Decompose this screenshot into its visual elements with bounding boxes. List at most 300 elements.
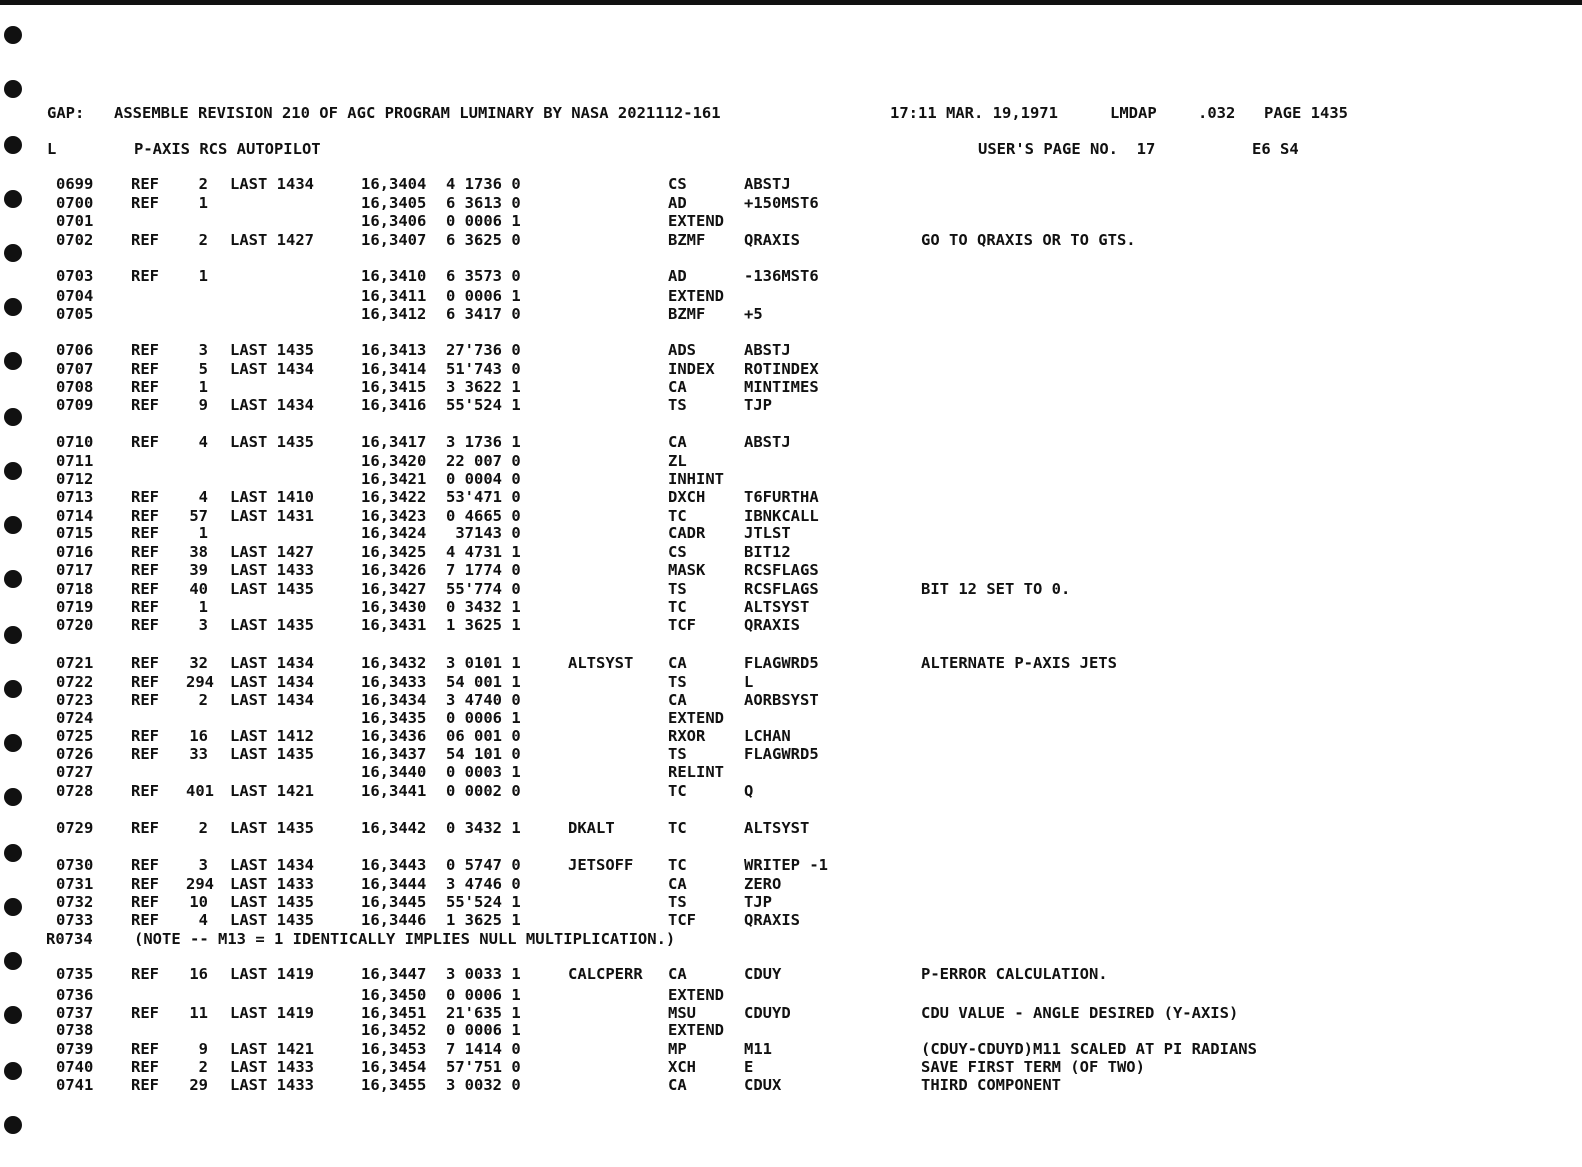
ref-count: 5 (198, 360, 208, 378)
line-number: 0710 (56, 433, 94, 451)
last-ref-page: LAST 1419 (230, 1004, 314, 1022)
comment: CDU VALUE - ANGLE DESIRED (Y-AXIS) (921, 1004, 1239, 1022)
line-number: 0702 (56, 231, 94, 249)
opcode: CA (668, 875, 687, 893)
listing-row (0, 1040, 1582, 1058)
ref-tag: REF (131, 1076, 159, 1094)
comment: SAVE FIRST TERM (OF TWO) (921, 1058, 1145, 1076)
operand: ABSTJ (744, 175, 791, 193)
line-number: 0709 (56, 396, 94, 414)
octal-code: 57'751 0 (446, 1058, 521, 1076)
ref-count: 4 (198, 911, 208, 929)
octal-code: 3 0032 0 (446, 1076, 521, 1094)
opcode: CA (668, 1076, 687, 1094)
last-ref-page: LAST 1435 (230, 819, 314, 837)
ref-count: 3 (198, 856, 208, 874)
note-sequence: R0734 (46, 930, 93, 948)
ref-tag: REF (131, 745, 159, 763)
listing-row (0, 598, 1582, 616)
ref-tag: REF (131, 194, 159, 212)
operand: QRAXIS (744, 231, 800, 249)
line-number: 0737 (56, 1004, 94, 1022)
operand: LCHAN (744, 727, 791, 745)
memory-address: 16,3434 (361, 691, 427, 709)
opcode: TS (668, 673, 687, 691)
opcode: ADS (668, 341, 696, 359)
ref-tag: REF (131, 580, 159, 598)
opcode: DXCH (668, 488, 706, 506)
listing-row (0, 986, 1582, 1004)
line-number: 0735 (56, 965, 94, 983)
line-number: 0718 (56, 580, 94, 598)
octal-code: 0 0003 1 (446, 763, 521, 781)
last-ref-page: LAST 1410 (230, 488, 314, 506)
ref-count: 16 (189, 727, 208, 745)
ref-count: 32 (189, 654, 208, 672)
line-number: 0723 (56, 691, 94, 709)
operand: RCSFLAGS (744, 561, 819, 579)
memory-address: 16,3417 (361, 433, 427, 451)
line-number: 0728 (56, 782, 94, 800)
line-number: 0736 (56, 986, 94, 1004)
memory-address: 16,3445 (361, 893, 427, 911)
note-text: (NOTE -- M13 = 1 IDENTICALLY IMPLIES NULL MULTIPLICATION.) (134, 930, 676, 948)
listing-row (0, 175, 1582, 193)
last-ref-page: LAST 1433 (230, 875, 314, 893)
listing-row (0, 782, 1582, 800)
ref-count: 39 (189, 561, 208, 579)
listing-row (0, 580, 1582, 598)
ref-tag: REF (131, 654, 159, 672)
opcode: MSU (668, 1004, 696, 1022)
section-code: E6 S4 (1252, 140, 1299, 158)
ref-tag: REF (131, 396, 159, 414)
listing-row (0, 893, 1582, 911)
octal-code: 0 0006 1 (446, 212, 521, 230)
operand: CDUY (744, 965, 782, 983)
listing-row (0, 875, 1582, 893)
memory-address: 16,3437 (361, 745, 427, 763)
memory-address: 16,3441 (361, 782, 427, 800)
last-ref-page: LAST 1435 (230, 580, 314, 598)
memory-address: 16,3454 (361, 1058, 427, 1076)
line-number: 0740 (56, 1058, 94, 1076)
ref-tag: REF (131, 231, 159, 249)
comment: P-ERROR CALCULATION. (921, 965, 1108, 983)
octal-code: 1 3625 1 (446, 911, 521, 929)
octal-code: 55'524 1 (446, 893, 521, 911)
operand: TJP (744, 396, 772, 414)
last-ref-page: LAST 1435 (230, 341, 314, 359)
memory-address: 16,3451 (361, 1004, 427, 1022)
octal-code: 54 101 0 (446, 745, 521, 763)
opcode: CS (668, 543, 687, 561)
note-row (0, 930, 1582, 948)
line-number: 0717 (56, 561, 94, 579)
ref-count: 2 (198, 231, 208, 249)
last-ref-page: LAST 1421 (230, 782, 314, 800)
symbol-label: JETSOFF (568, 856, 634, 874)
octal-code: 0 0006 1 (446, 1021, 521, 1039)
ref-count: 1 (198, 598, 208, 616)
line-number: 0704 (56, 287, 94, 305)
last-ref-page: LAST 1434 (230, 654, 314, 672)
ref-count: 2 (198, 1058, 208, 1076)
opcode: BZMF (668, 305, 706, 323)
memory-address: 16,3407 (361, 231, 427, 249)
ref-count: 9 (198, 1040, 208, 1058)
opcode: CA (668, 433, 687, 451)
memory-address: 16,3427 (361, 580, 427, 598)
memory-address: 16,3455 (361, 1076, 427, 1094)
octal-code: 0 0006 1 (446, 986, 521, 1004)
last-ref-page: LAST 1421 (230, 1040, 314, 1058)
operand: ABSTJ (744, 341, 791, 359)
ref-tag: REF (131, 1058, 159, 1076)
opcode: AD (668, 267, 687, 285)
memory-address: 16,3450 (361, 986, 427, 1004)
line-number: 0716 (56, 543, 94, 561)
memory-address: 16,3404 (361, 175, 427, 193)
ref-tag: REF (131, 1004, 159, 1022)
ref-tag: REF (131, 488, 159, 506)
octal-code: 54 001 1 (446, 673, 521, 691)
operand: JTLST (744, 524, 791, 542)
octal-code: 6 3573 0 (446, 267, 521, 285)
ref-tag: REF (131, 524, 159, 542)
listing-row (0, 1076, 1582, 1094)
last-ref-page: LAST 1434 (230, 175, 314, 193)
header-version: .032 (1198, 104, 1236, 122)
memory-address: 16,3411 (361, 287, 427, 305)
ref-tag: REF (131, 433, 159, 451)
ref-tag: REF (131, 561, 159, 579)
opcode: MP (668, 1040, 687, 1058)
last-ref-page: LAST 1433 (230, 561, 314, 579)
section-title: P-AXIS RCS AUTOPILOT (134, 140, 321, 158)
line-number: 0725 (56, 727, 94, 745)
octal-code: 7 1774 0 (446, 561, 521, 579)
last-ref-page: LAST 1431 (230, 507, 314, 525)
octal-code: 6 3625 0 (446, 231, 521, 249)
ref-tag: REF (131, 819, 159, 837)
memory-address: 16,3425 (361, 543, 427, 561)
punch-hole-icon (4, 136, 22, 154)
listing-row (0, 745, 1582, 763)
opcode: TC (668, 598, 687, 616)
ref-count: 294 (186, 875, 214, 893)
line-number: 0703 (56, 267, 94, 285)
memory-address: 16,3416 (361, 396, 427, 414)
memory-address: 16,3406 (361, 212, 427, 230)
listing-row (0, 965, 1582, 983)
memory-address: 16,3415 (361, 378, 427, 396)
line-number: 0706 (56, 341, 94, 359)
line-number: 0730 (56, 856, 94, 874)
listing-row (0, 305, 1582, 323)
operand: Q (744, 782, 754, 800)
opcode: TCF (668, 616, 696, 634)
ref-tag: REF (131, 893, 159, 911)
punch-hole-icon (4, 80, 22, 98)
octal-code: 0 4665 0 (446, 507, 521, 525)
listing-row (0, 267, 1582, 285)
operand: -136MST6 (744, 267, 819, 285)
line-number: 0727 (56, 763, 94, 781)
listing-row (0, 433, 1582, 451)
operand: MINTIMES (744, 378, 819, 396)
octal-code: 0 3432 1 (446, 819, 521, 837)
opcode: TC (668, 819, 687, 837)
comment: THIRD COMPONENT (921, 1076, 1061, 1094)
line-number: 0721 (56, 654, 94, 672)
comment: BIT 12 SET TO 0. (921, 580, 1071, 598)
line-number: 0719 (56, 598, 94, 616)
listing-row (0, 452, 1582, 470)
last-ref-page: LAST 1433 (230, 1076, 314, 1094)
opcode: TS (668, 893, 687, 911)
last-ref-page: LAST 1435 (230, 911, 314, 929)
line-number: 0731 (56, 875, 94, 893)
ref-tag: REF (131, 911, 159, 929)
memory-address: 16,3443 (361, 856, 427, 874)
symbol-label: CALCPERR (568, 965, 643, 983)
ref-count: 1 (198, 524, 208, 542)
line-number: 0711 (56, 452, 94, 470)
operand: TJP (744, 893, 772, 911)
memory-address: 16,3444 (361, 875, 427, 893)
opcode: XCH (668, 1058, 696, 1076)
ref-tag: REF (131, 965, 159, 983)
opcode: AD (668, 194, 687, 212)
header-prefix: GAP: (47, 104, 85, 122)
opcode: ZL (668, 452, 687, 470)
opcode: TC (668, 507, 687, 525)
opcode: CA (668, 654, 687, 672)
memory-address: 16,3420 (361, 452, 427, 470)
opcode: CADR (668, 524, 706, 542)
ref-count: 11 (189, 1004, 208, 1022)
operand: FLAGWRD5 (744, 745, 819, 763)
ref-count: 16 (189, 965, 208, 983)
listing-row (0, 616, 1582, 634)
header-page-number: PAGE 1435 (1264, 104, 1348, 122)
ref-count: 29 (189, 1076, 208, 1094)
opcode: RXOR (668, 727, 706, 745)
listing-row (0, 1021, 1582, 1039)
listing-row (0, 231, 1582, 249)
listing-row (0, 654, 1582, 672)
ref-tag: REF (131, 727, 159, 745)
ref-tag: REF (131, 856, 159, 874)
operand: QRAXIS (744, 911, 800, 929)
line-number: 0724 (56, 709, 94, 727)
octal-code: 3 0101 1 (446, 654, 521, 672)
punch-hole-icon (4, 26, 22, 44)
opcode: INHINT (668, 470, 724, 488)
line-number: 0713 (56, 488, 94, 506)
listing-row (0, 488, 1582, 506)
opcode: INDEX (668, 360, 715, 378)
listing-row (0, 819, 1582, 837)
last-ref-page: LAST 1435 (230, 616, 314, 634)
memory-address: 16,3424 (361, 524, 427, 542)
ref-tag: REF (131, 691, 159, 709)
ref-count: 401 (186, 782, 214, 800)
opcode: EXTEND (668, 287, 724, 305)
operand: ABSTJ (744, 433, 791, 451)
ref-count: 57 (189, 507, 208, 525)
header-module: LMDAP (1110, 104, 1157, 122)
line-number: 0700 (56, 194, 94, 212)
ref-tag: REF (131, 1040, 159, 1058)
line-number: 0708 (56, 378, 94, 396)
opcode: EXTEND (668, 1021, 724, 1039)
octal-code: 0 5747 0 (446, 856, 521, 874)
octal-code: 7 1414 0 (446, 1040, 521, 1058)
memory-address: 16,3435 (361, 709, 427, 727)
octal-code: 27'736 0 (446, 341, 521, 359)
line-number: 0701 (56, 212, 94, 230)
operand: CDUYD (744, 1004, 791, 1022)
octal-code: 0 0006 1 (446, 709, 521, 727)
operand: FLAGWRD5 (744, 654, 819, 672)
octal-code: 3 1736 1 (446, 433, 521, 451)
ref-count: 40 (189, 580, 208, 598)
opcode: BZMF (668, 231, 706, 249)
listing-row (0, 561, 1582, 579)
opcode: RELINT (668, 763, 724, 781)
ref-count: 10 (189, 893, 208, 911)
line-number: 0722 (56, 673, 94, 691)
listing-row (0, 360, 1582, 378)
memory-address: 16,3426 (361, 561, 427, 579)
opcode: CA (668, 965, 687, 983)
ref-count: 1 (198, 378, 208, 396)
memory-address: 16,3442 (361, 819, 427, 837)
punch-hole-icon (4, 1116, 22, 1134)
listing-row (0, 1058, 1582, 1076)
listing-row (0, 470, 1582, 488)
octal-code: 0 0002 0 (446, 782, 521, 800)
opcode: TCF (668, 911, 696, 929)
line-number: 0715 (56, 524, 94, 542)
last-ref-page: LAST 1427 (230, 231, 314, 249)
operand: T6FURTHA (744, 488, 819, 506)
octal-code: 21'635 1 (446, 1004, 521, 1022)
last-ref-page: LAST 1434 (230, 691, 314, 709)
ref-count: 1 (198, 194, 208, 212)
line-number: 0738 (56, 1021, 94, 1039)
octal-code: 6 3417 0 (446, 305, 521, 323)
opcode: EXTEND (668, 212, 724, 230)
last-ref-page: LAST 1433 (230, 1058, 314, 1076)
line-number: 0714 (56, 507, 94, 525)
line-number: 0733 (56, 911, 94, 929)
memory-address: 16,3433 (361, 673, 427, 691)
memory-address: 16,3452 (361, 1021, 427, 1039)
last-ref-page: LAST 1427 (230, 543, 314, 561)
paper-top-edge (0, 0, 1582, 5)
operand: +5 (744, 305, 763, 323)
operand: QRAXIS (744, 616, 800, 634)
ref-count: 3 (198, 341, 208, 359)
ref-count: 2 (198, 691, 208, 709)
ref-count: 2 (198, 175, 208, 193)
user-page-number: USER'S PAGE NO. 17 (978, 140, 1156, 158)
last-ref-page: LAST 1435 (230, 745, 314, 763)
operand: AORBSYST (744, 691, 819, 709)
octal-code: 06 001 0 (446, 727, 521, 745)
ref-tag: REF (131, 598, 159, 616)
listing-row (0, 691, 1582, 709)
last-ref-page: LAST 1435 (230, 893, 314, 911)
last-ref-page: LAST 1434 (230, 396, 314, 414)
listing-row (0, 1004, 1582, 1022)
memory-address: 16,3430 (361, 598, 427, 616)
listing-row (0, 378, 1582, 396)
opcode: TS (668, 580, 687, 598)
ref-tag: REF (131, 175, 159, 193)
octal-code: 4 1736 0 (446, 175, 521, 193)
operand: ROTINDEX (744, 360, 819, 378)
ref-tag: REF (131, 616, 159, 634)
octal-code: 55'774 0 (446, 580, 521, 598)
ref-tag: REF (131, 782, 159, 800)
memory-address: 16,3414 (361, 360, 427, 378)
memory-address: 16,3446 (361, 911, 427, 929)
operand: CDUX (744, 1076, 782, 1094)
line-number: 0705 (56, 305, 94, 323)
listing-row (0, 727, 1582, 745)
memory-address: 16,3453 (361, 1040, 427, 1058)
memory-address: 16,3436 (361, 727, 427, 745)
opcode: EXTEND (668, 709, 724, 727)
ref-count: 2 (198, 819, 208, 837)
ref-count: 3 (198, 616, 208, 634)
listing-row (0, 763, 1582, 781)
line-number: 0732 (56, 893, 94, 911)
ref-count: 294 (186, 673, 214, 691)
listing-row (0, 341, 1582, 359)
last-ref-page: LAST 1434 (230, 360, 314, 378)
ref-count: 1 (198, 267, 208, 285)
octal-code: 51'743 0 (446, 360, 521, 378)
memory-address: 16,3423 (361, 507, 427, 525)
last-ref-page: LAST 1434 (230, 673, 314, 691)
operand: +150MST6 (744, 194, 819, 212)
opcode: CA (668, 378, 687, 396)
symbol-label: DKALT (568, 819, 615, 837)
ref-count: 4 (198, 433, 208, 451)
octal-code: 0 3432 1 (446, 598, 521, 616)
line-number: 0712 (56, 470, 94, 488)
operand: ALTSYST (744, 598, 810, 616)
line-number: 0726 (56, 745, 94, 763)
memory-address: 16,3422 (361, 488, 427, 506)
memory-address: 16,3410 (361, 267, 427, 285)
opcode: TS (668, 396, 687, 414)
header-title: ASSEMBLE REVISION 210 OF AGC PROGRAM LUMINARY BY NASA 2021112-161 (114, 104, 721, 122)
listing-row (0, 396, 1582, 414)
opcode: MASK (668, 561, 706, 579)
section-letter: L (47, 140, 57, 158)
last-ref-page: LAST 1434 (230, 856, 314, 874)
listing-row (0, 673, 1582, 691)
listing-row (0, 212, 1582, 230)
memory-address: 16,3413 (361, 341, 427, 359)
operand: ALTSYST (744, 819, 810, 837)
